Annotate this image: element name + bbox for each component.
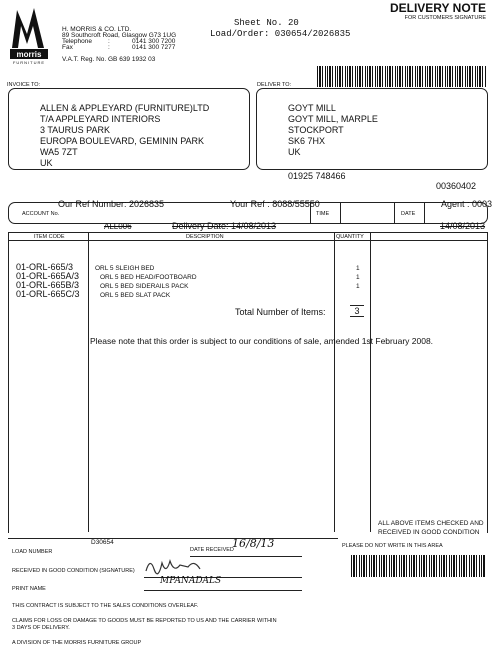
table-header-rule <box>8 240 487 241</box>
item-quantities <box>356 264 360 291</box>
account-no-label: ACCOUNT No. <box>22 211 60 217</box>
do-not-write-label: PLEASE DO NOT WRITE IN THIS AREA <box>342 543 443 549</box>
document-title: DELIVERY NOTE <box>389 1 486 15</box>
delivery-phone: 01925 748466 <box>288 171 346 181</box>
table-row-code: 01-ORL-665/3 <box>16 262 74 272</box>
item-descriptions <box>95 264 197 300</box>
top-barcode <box>317 66 487 87</box>
divider <box>424 202 425 224</box>
company-address: 89 Southcroft Road, Glasgow G73 1UG <box>62 32 177 39</box>
vat-number: V.A.T. Reg. No. GB 639 1932 03 <box>62 56 156 63</box>
table-row-desc: ORL 5 BED HEAD/FOOTBOARD <box>100 274 197 281</box>
claims-note-1: CLAIMS FOR LOSS OR DAMAGE TO GOODS MUST BE REPORTED TO US AND THE CARRIER WITHIN <box>12 618 277 624</box>
invoice-line: 3 TAURUS PARK <box>40 125 111 135</box>
our-ref-number: Our Ref Number: 2026835 <box>58 199 165 209</box>
table-row-qty: 1 <box>356 265 360 272</box>
separator-colon: : <box>108 44 110 51</box>
footer-rule <box>8 538 338 539</box>
checked-line-2: RECEIVED IN GOOD CONDITION <box>378 529 480 536</box>
item-codes <box>16 263 80 299</box>
delivery-line: GOYT MILL, MARPLE <box>288 114 378 124</box>
header-description: DESCRIPTION <box>186 234 224 240</box>
table-row-code: 01-ORL-665C/3 <box>16 289 80 299</box>
telephone-label: Telephone <box>62 38 92 45</box>
received-signature-label: RECEIVED IN GOOD CONDITION (SIGNATURE) <box>12 568 135 574</box>
load-code: D30654 <box>91 539 114 546</box>
table-row-qty: 1 <box>356 283 360 290</box>
invoice-line: EUROPA BOULEVARD, GEMININ PARK <box>40 136 205 146</box>
delivery-line: UK <box>288 147 301 157</box>
table-row-desc: ORL 5 BED SLAT PACK <box>100 292 171 299</box>
company-logo <box>8 4 50 66</box>
load-number-label: LOAD NUMBER <box>12 549 53 555</box>
company-name: H. MORRIS & CO. LTD. <box>62 26 132 33</box>
separator-colon: : <box>108 38 110 45</box>
date-underline <box>190 556 302 557</box>
header-item-code: ITEM CODE <box>34 234 65 240</box>
invoice-line: UK <box>40 158 53 168</box>
document-subtitle: FOR CUSTOMERS SIGNATURE <box>404 15 486 21</box>
time-label: TIME <box>316 211 330 217</box>
fax-value: 0141 300 7277 <box>132 44 176 51</box>
items-table <box>8 232 488 533</box>
delivery-date: Delivery Date: 14/08/2013 <box>172 221 277 231</box>
deliver-to-label: DELIVER TO: <box>257 82 292 88</box>
print-name-value: MPANADALS <box>160 576 222 586</box>
invoice-to-label: INVOICE TO: <box>7 82 41 88</box>
table-row-qty: 1 <box>356 274 360 281</box>
invoice-line: T/A APPLEYARD INTERIORS <box>40 114 161 124</box>
date-label: DATE <box>401 211 416 217</box>
total-items-value: 3 <box>350 305 364 317</box>
telephone-value: 0141 300 7200 <box>132 38 176 45</box>
print-name-underline <box>144 590 302 591</box>
invoice-line: ALLEN & APPLEYARD (FURNITURE)LTD <box>40 103 210 113</box>
checked-line-1: ALL ABOVE ITEMS CHECKED AND <box>378 520 484 527</box>
total-items-label: Total Number of Items: <box>235 307 326 317</box>
date-received-label: DATE RECEIVED <box>190 547 234 553</box>
claims-note-2: 3 DAYS OF DELIVERY. <box>12 625 70 631</box>
delivery-line: SK6 7HX <box>288 136 326 146</box>
division-note: A DIVISION OF THE MORRIS FURNITURE GROUP <box>12 640 142 646</box>
invoice-address <box>40 103 209 169</box>
contract-note: THIS CONTRACT IS SUBJECT TO THE SALES CONDITIONS OVERLEAF. <box>12 603 199 609</box>
logo-wordmark: morris <box>10 50 48 59</box>
header-quantity: QUANTITY <box>336 234 364 240</box>
reference-code: 00360402 <box>436 181 477 191</box>
column-divider <box>334 232 335 532</box>
column-divider <box>88 232 89 532</box>
date-received-value: 16/8/13 <box>232 537 275 550</box>
delivery-address <box>288 103 378 158</box>
your-ref: Your Ref : 8088/55550 <box>230 199 320 209</box>
load-order-number: Load/Order: 030654/2026835 <box>210 29 351 39</box>
table-row-code: 01-ORL-665B/3 <box>16 280 80 290</box>
date-value: 14/08/2013 <box>440 221 486 231</box>
bottom-barcode <box>351 555 485 577</box>
table-row-desc: ORL 5 SLEIGH BED <box>95 265 155 272</box>
account-number: ALL006 <box>104 222 132 231</box>
logo-subtext: FURNITURE <box>12 60 46 65</box>
fax-label: Fax <box>62 44 73 51</box>
morris-m-logo-icon <box>8 4 50 52</box>
print-name-label: PRINT NAME <box>12 586 46 592</box>
conditions-note: Please note that this order is subject to our conditions of sale, amended 1st February 2008. <box>90 336 434 346</box>
delivery-line: GOYT MILL <box>288 103 336 113</box>
table-row-code: 01-ORL-665A/3 <box>16 271 80 281</box>
divider <box>340 202 341 224</box>
sheet-number: Sheet No. 20 <box>234 18 299 28</box>
divider <box>394 202 395 224</box>
table-row-desc: ORL 5 BED SIDERAILS PACK <box>100 283 189 290</box>
invoice-line: WA5 7ZT <box>40 147 78 157</box>
column-divider <box>370 232 371 532</box>
agent-code: Agent : 0003 <box>441 199 492 209</box>
delivery-line: STOCKPORT <box>288 125 344 135</box>
